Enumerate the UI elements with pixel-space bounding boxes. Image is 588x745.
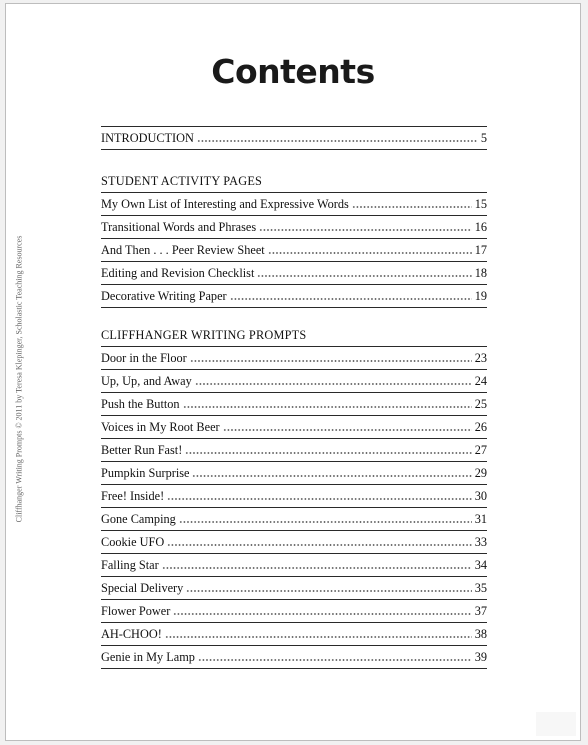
entry-title: Flower Power: [101, 604, 171, 618]
toc-entry[interactable]: [101, 192, 487, 215]
entry-title: Door in the Floor: [101, 351, 187, 365]
entry-page-number: 24: [474, 374, 487, 388]
dot-leader: [186, 590, 471, 592]
entry-title: Genie in My Lamp: [101, 650, 195, 664]
toc-entry[interactable]: [101, 392, 487, 415]
entry-title: Voices in My Root Beer: [101, 420, 220, 434]
toc-entry-introduction[interactable]: [101, 126, 487, 150]
entry-title: My Own List of Interesting and Expressive Words: [101, 197, 349, 211]
page-title: Contents: [211, 52, 375, 91]
entry-page-number: 18: [474, 266, 487, 280]
entry-page-number: 27: [474, 443, 487, 457]
toc-entry[interactable]: [101, 507, 487, 530]
entry-page-number: 35: [474, 581, 487, 595]
toc-student-activity-pages: [101, 170, 487, 308]
document-page: [5, 3, 581, 741]
entry-page-number: 25: [474, 397, 487, 411]
entry-page-number: 31: [474, 512, 487, 526]
toc-entry[interactable]: [101, 461, 487, 484]
toc-entry[interactable]: [101, 261, 487, 284]
entry-page-number: 26: [474, 420, 487, 434]
entry-title: Free! Inside!: [101, 489, 165, 503]
toc-entry[interactable]: [101, 576, 487, 599]
dot-leader: [192, 475, 471, 477]
dot-leader: [162, 567, 472, 569]
entry-page-number: 16: [474, 220, 487, 234]
dot-leader: [257, 275, 471, 277]
entry-page-number: 5: [480, 131, 487, 145]
dot-leader: [179, 521, 472, 523]
dot-leader: [165, 636, 472, 638]
dot-leader: [167, 544, 472, 546]
dot-leader: [183, 406, 472, 408]
dot-leader: [173, 613, 471, 615]
entry-title: INTRODUCTION: [101, 131, 194, 145]
entry-title: Gone Camping: [101, 512, 176, 526]
corner-shade: [536, 712, 576, 736]
dot-leader: [190, 360, 472, 362]
dot-leader: [167, 498, 472, 500]
entry-title: Editing and Revision Checklist: [101, 266, 255, 280]
toc-entry[interactable]: [101, 438, 487, 461]
entry-page-number: 33: [474, 535, 487, 549]
dot-leader: [259, 229, 472, 231]
entry-page-number: 15: [474, 197, 487, 211]
entry-page-number: 38: [474, 627, 487, 641]
toc-entry[interactable]: [101, 530, 487, 553]
toc-entry[interactable]: [101, 645, 487, 669]
dot-leader: [195, 383, 472, 385]
entry-page-number: 23: [474, 351, 487, 365]
entry-title: Special Delivery: [101, 581, 184, 595]
toc-entry[interactable]: [101, 484, 487, 507]
toc-entry[interactable]: [101, 622, 487, 645]
entry-title: Pumpkin Surprise: [101, 466, 190, 480]
dot-leader: [230, 298, 472, 300]
dot-leader: [197, 140, 478, 142]
entry-title: Falling Star: [101, 558, 159, 572]
dot-leader: [223, 429, 472, 431]
entry-title: Cookie UFO: [101, 535, 165, 549]
toc-introduction: [101, 126, 487, 150]
section-heading-prompts: CLIFFHANGER WRITING PROMPTS: [101, 328, 307, 342]
entry-title: Better Run Fast!: [101, 443, 183, 457]
entry-list-student-pages: [101, 192, 487, 308]
entry-title: And Then . . . Peer Review Sheet: [101, 243, 265, 257]
entry-title: Up, Up, and Away: [101, 374, 192, 388]
toc-entry[interactable]: [101, 284, 487, 308]
entry-page-number: 30: [474, 489, 487, 503]
entry-page-number: 39: [474, 650, 487, 664]
toc-entry[interactable]: [101, 215, 487, 238]
toc-entry[interactable]: [101, 346, 487, 369]
entry-page-number: 34: [474, 558, 487, 572]
entry-list-prompts: [101, 346, 487, 669]
toc-entry[interactable]: [101, 599, 487, 622]
section-heading-student-pages: STUDENT ACTIVITY PAGES: [101, 174, 263, 188]
entry-title: Decorative Writing Paper: [101, 289, 227, 303]
entry-title: Transitional Words and Phrases: [101, 220, 257, 234]
toc-entry[interactable]: [101, 369, 487, 392]
dot-leader: [268, 252, 472, 254]
entry-page-number: 17: [474, 243, 487, 257]
entry-title: Push the Button: [101, 397, 180, 411]
dot-leader: [198, 659, 472, 661]
entry-page-number: 29: [474, 466, 487, 480]
toc-entry[interactable]: [101, 415, 487, 438]
entry-page-number: 37: [474, 604, 487, 618]
entry-page-number: 19: [474, 289, 487, 303]
toc-entry[interactable]: [101, 238, 487, 261]
dot-leader: [352, 206, 472, 208]
side-credit-text: Cliffhanger Writing Prompts © 2011 by Teresa Klepinger, Scholastic Teaching Resources: [14, 235, 24, 523]
dot-leader: [185, 452, 471, 454]
entry-title: AH-CHOO!: [101, 627, 162, 641]
toc-cliffhanger-prompts: [101, 324, 487, 669]
toc-entry[interactable]: [101, 553, 487, 576]
